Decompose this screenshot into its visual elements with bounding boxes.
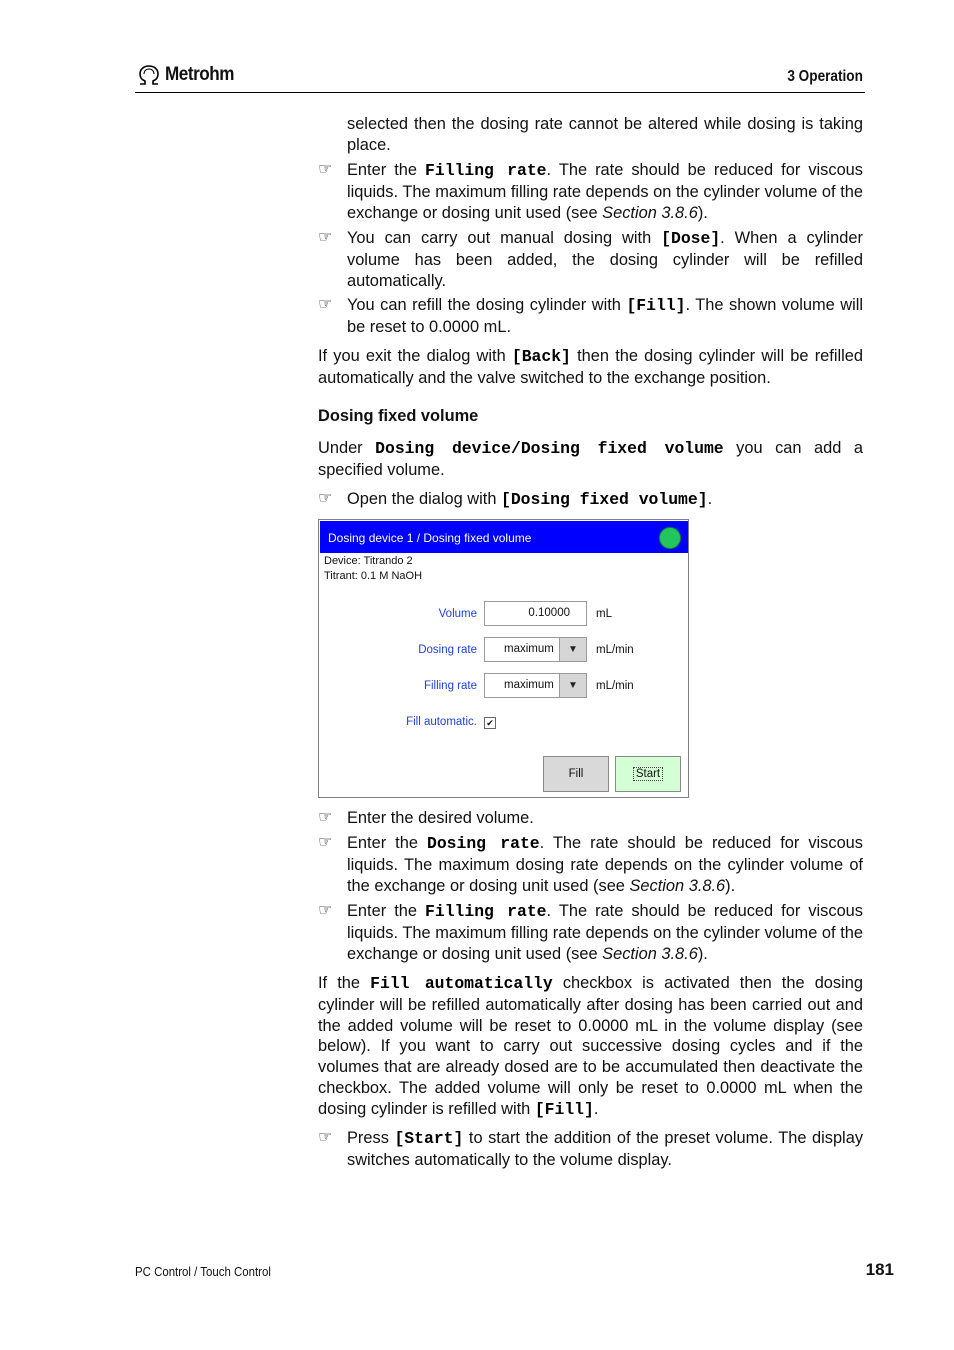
pointing-hand-icon: ☞ xyxy=(318,809,333,826)
volume-input[interactable]: 0.10000 xyxy=(484,601,587,626)
page-header xyxy=(135,62,865,93)
dosing-dialog xyxy=(318,519,689,798)
pointing-hand-icon: ☞ xyxy=(318,229,333,246)
pointing-hand-icon: ☞ xyxy=(318,1129,333,1146)
pointing-hand-icon: ☞ xyxy=(318,902,333,919)
list-item: ☞ Enter the Filling rate. The rate should be reduced for viscous liquids. The maximum filling rate depends on the cylinder volume of the exchange or dosing unit used (see Section 3.8.6). xyxy=(318,902,863,963)
volume-unit: mL xyxy=(596,608,612,620)
omega-icon xyxy=(137,64,161,86)
filling-rate-unit: mL/min xyxy=(596,680,634,692)
pointing-hand-icon: ☞ xyxy=(318,296,333,313)
fill-automatic-checkbox[interactable]: ✔ xyxy=(484,717,496,729)
dosing-rate-unit: mL/min xyxy=(596,644,634,656)
filling-rate-select[interactable]: maximum ▼ xyxy=(484,673,587,698)
pointing-hand-icon: ☞ xyxy=(318,490,333,507)
continued-text: selected then the dosing rate cannot be altered while dosing is taking place. xyxy=(347,115,863,154)
pointing-hand-icon: ☞ xyxy=(318,834,333,851)
list-item: ☞ You can carry out manual dosing with [Dose]. When a cylinder volume has been added, the dosing cylinder will be refilled automatically. xyxy=(318,229,863,290)
chevron-down-icon[interactable]: ▼ xyxy=(559,638,586,661)
list-item: ☞ You can refill the dosing cylinder with [Fill]. The shown volume will be reset to 0.0000 mL. xyxy=(318,296,863,336)
status-indicator-icon xyxy=(659,527,681,549)
dosing-rate-label: Dosing rate xyxy=(418,644,477,656)
list-item: ☞ Enter the Dosing rate. The rate should be reduced for viscous liquids. The maximum dosing rate depends on the cylinder volume of the exchange or dosing unit used (see Section 3.8.6). xyxy=(318,834,863,895)
section-heading: Dosing fixed volume xyxy=(318,407,479,425)
filling-rate-label: Filling rate xyxy=(423,680,477,692)
fill-automatic-label: Fill automatic. xyxy=(406,716,477,728)
start-button[interactable]: Start xyxy=(615,756,681,792)
list-item: ☞ Open the dialog with [Dosing fixed volume]. xyxy=(318,490,713,509)
dialog-title: Dosing device 1 / Dosing fixed volume xyxy=(328,531,532,545)
paragraph: Under Dosing device/Dosing fixed volume you can add a specified volume. xyxy=(318,439,863,479)
volume-label: Volume xyxy=(438,608,477,620)
page-number: 181 xyxy=(865,1260,894,1279)
brand-name: Metrohm xyxy=(165,64,235,85)
list-item: ☞ Enter the Filling rate. The rate should be reduced for viscous liquids. The maximum filling rate depends on the cylinder volume of the exchange or dosing unit used (see Section 3.8.6). xyxy=(318,161,863,222)
list-item: ☞ Press [Start] to start the addition of the preset volume. The display switches automatically to the volume display. xyxy=(318,1129,864,1169)
titrant-info: Titrant: 0.1 M NaOH xyxy=(324,570,423,582)
dialog-titlebar xyxy=(320,521,688,553)
paragraph: If the Fill automatically checkbox is activated then the dosing cylinder will be refilled automatically after dosing has been carried out and the added volume will be reset to 0.0000 mL in the volume display (see below). If you want to carry out successive dosing cycles and if the volumes that are already dosed are to be accumulated then deactivate the checkbox. The added volume will only be reset to 0.0000 mL when the dosing cylinder is refilled with [Fill]. xyxy=(318,974,863,1119)
chapter-title: 3 Operation xyxy=(787,68,863,85)
paragraph: If you exit the dialog with [Back] then the dosing cylinder will be refilled automatically and the valve switched to the exchange position. xyxy=(318,347,863,387)
brand-logo xyxy=(137,64,242,86)
footer-title: PC Control / Touch Control xyxy=(135,1264,271,1279)
pointing-hand-icon: ☞ xyxy=(318,161,333,178)
chevron-down-icon[interactable]: ▼ xyxy=(559,674,586,697)
dosing-rate-select[interactable]: maximum ▼ xyxy=(484,637,587,662)
device-info: Device: Titrando 2 xyxy=(324,555,413,567)
list-item: ☞ Enter the desired volume. xyxy=(318,809,534,827)
fill-button[interactable]: Fill xyxy=(543,756,609,792)
